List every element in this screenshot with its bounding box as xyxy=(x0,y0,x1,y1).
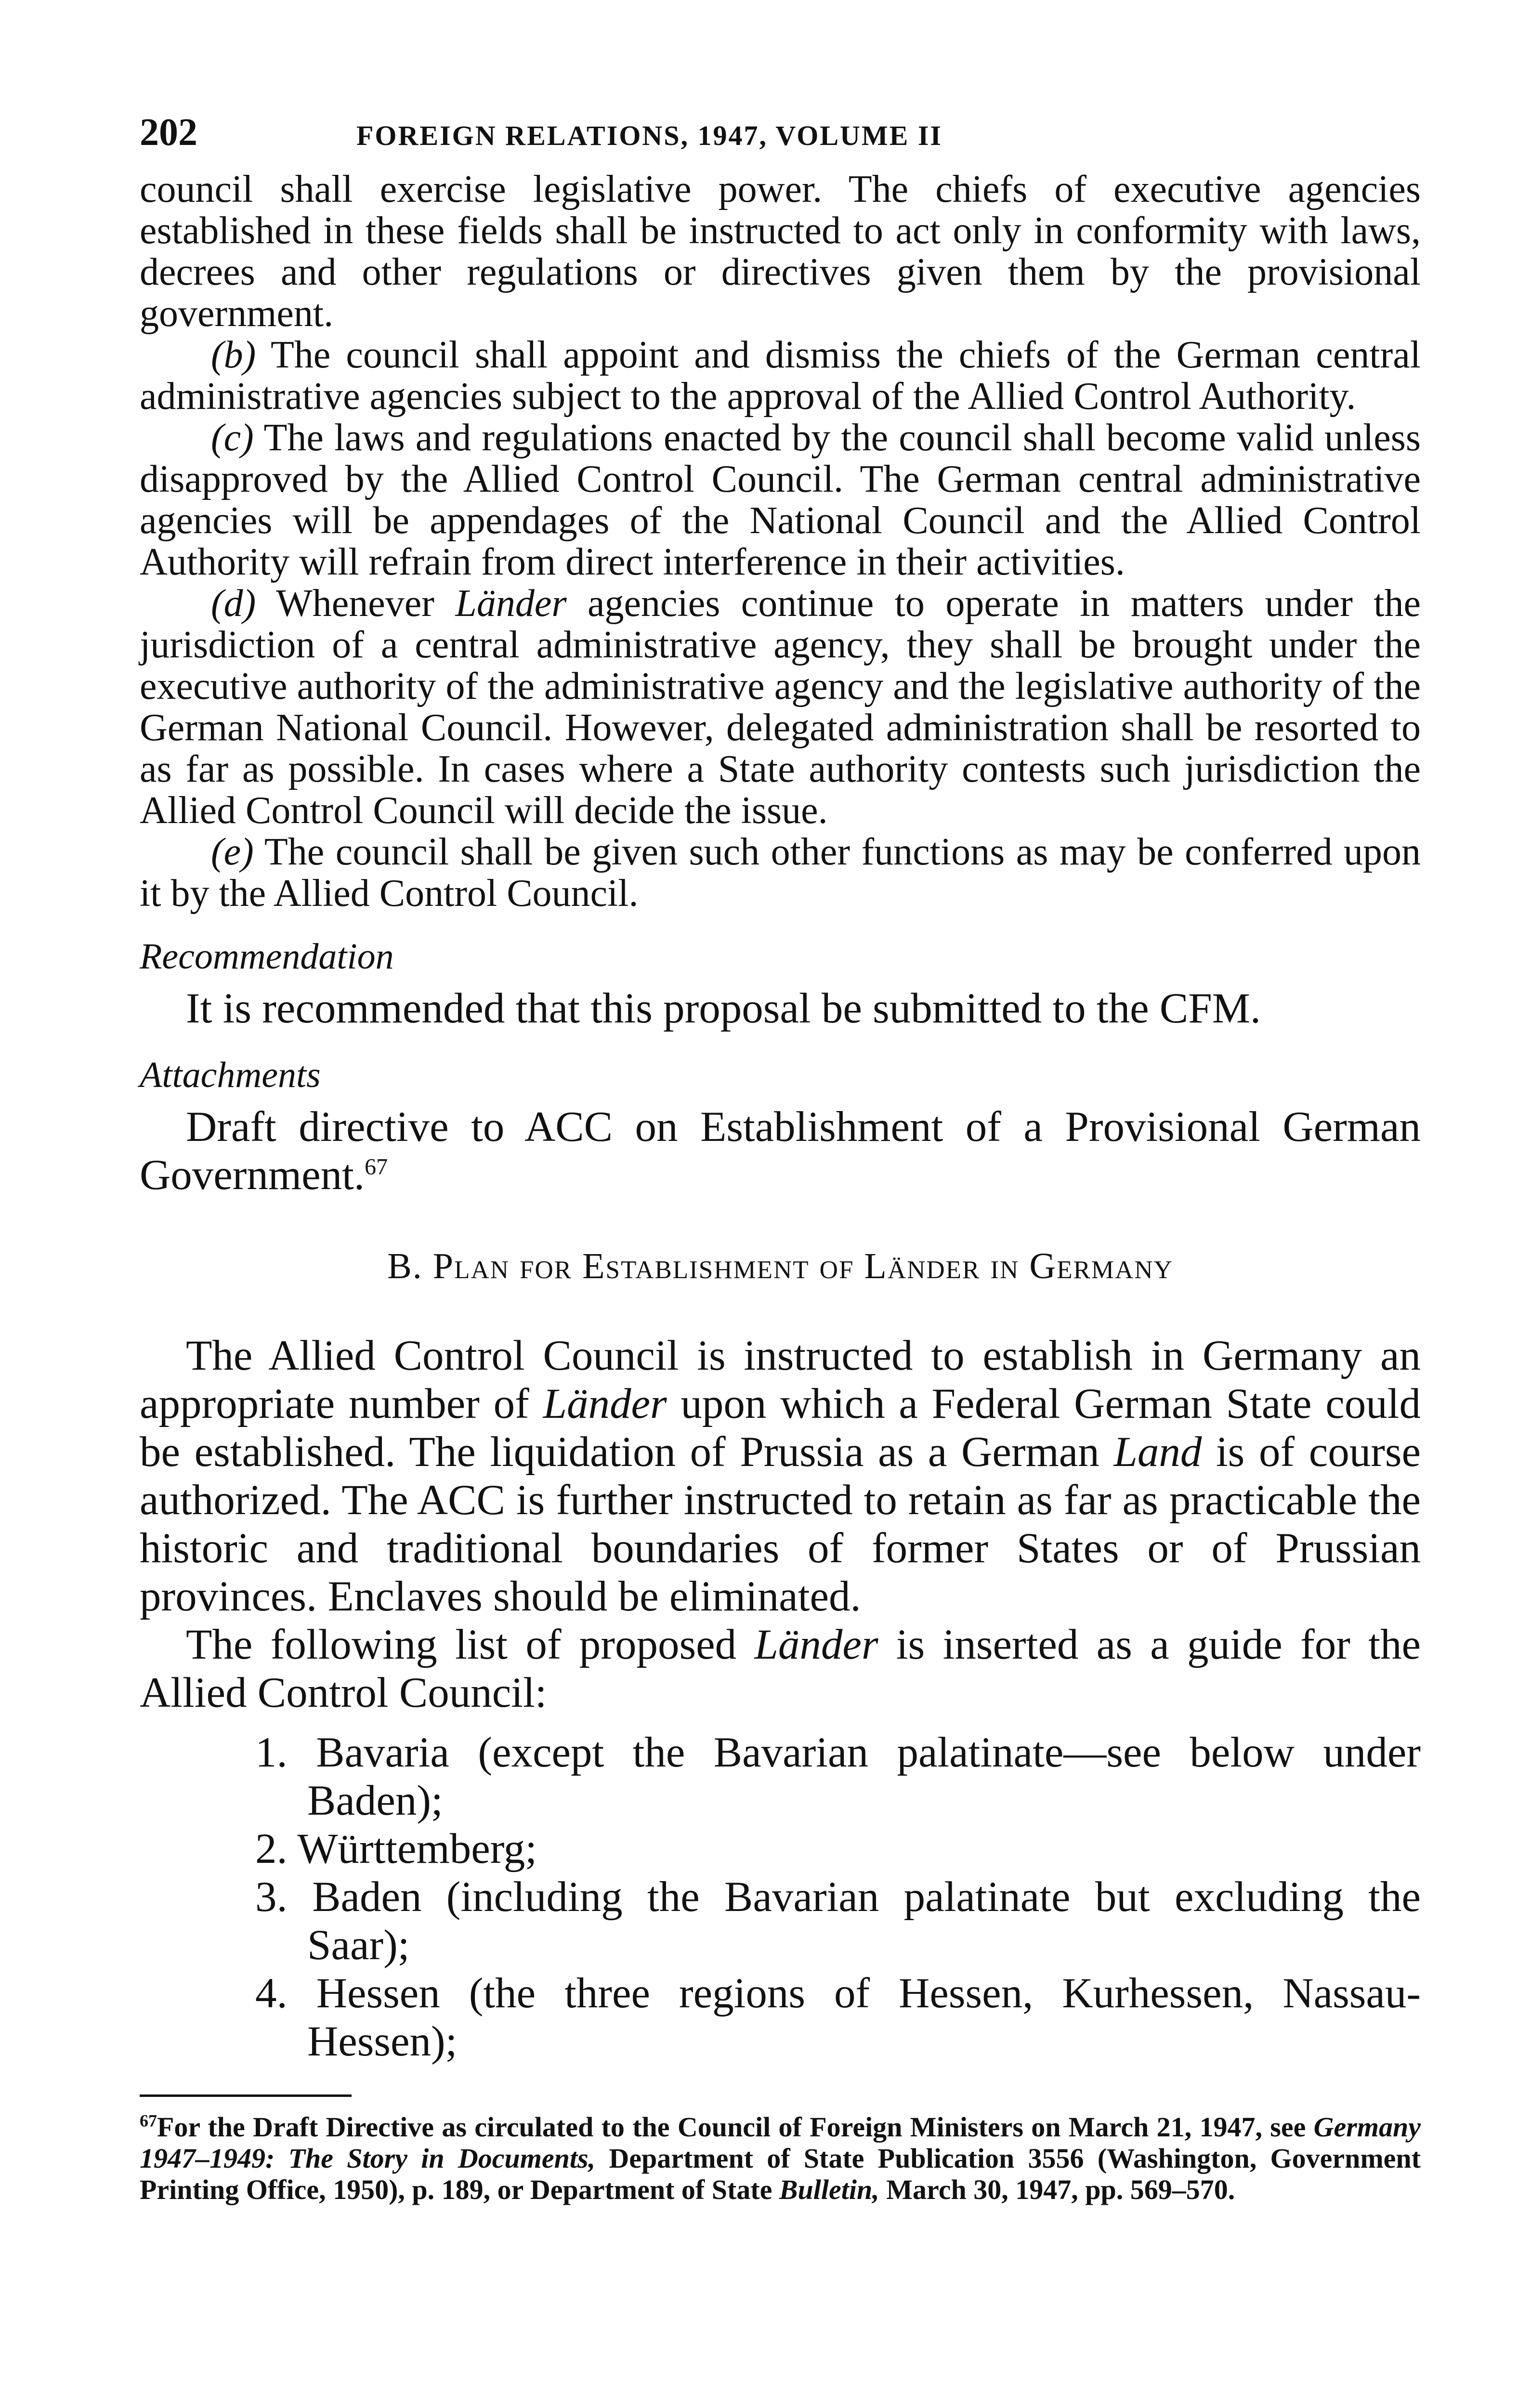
part-b-title: Plan for Establishment of Länder in Germany xyxy=(432,1246,1173,1286)
footnote-divider xyxy=(140,2094,352,2097)
paragraph-d-label: (d) xyxy=(211,582,256,625)
paragraph-b-text: The council shall appoint and dismiss the chiefs of the German central administrative agencies subject to the approval of the Allied Control Authority. xyxy=(140,334,1421,418)
paragraph-c xyxy=(140,417,1421,583)
attachments-paragraph xyxy=(140,1103,1421,1199)
attachments-section xyxy=(140,1103,1421,1199)
list-item xyxy=(100,1728,1421,1825)
part-b-p1-italic-1: Länder xyxy=(543,1380,667,1427)
directive-body xyxy=(140,169,1421,914)
list-item-text: Württemberg; xyxy=(297,1825,537,1872)
list-item-text: Bavaria (except the Bavarian palatinate—see below under Baden); xyxy=(307,1729,1421,1824)
part-b-p2-text-1: The following list of proposed xyxy=(186,1621,755,1668)
footnote-text-1: For the Draft Directive as circulated to the Council of Foreign Ministers on March 21, 1947, see xyxy=(157,2111,1314,2143)
list-item-text: Baden (including the Bavarian palatinate but excluding the Saar); xyxy=(307,1873,1421,1969)
paragraph-c-text: The laws and regulations enacted by the council shall become valid unless disapproved by the Allied Control Council. The German central administrative agencies will be appendages of the National Council and the Allied Control Authority will refrain from direct interference in their activities. xyxy=(140,417,1421,583)
lander-list-wrapper xyxy=(140,1728,1421,2066)
recommendation-text: It is recommended that this proposal be submitted to the CFM. xyxy=(186,985,1261,1032)
paragraph-e-label: (e) xyxy=(211,831,254,873)
list-item-number: 2. xyxy=(255,1825,288,1872)
paragraph-d-italic: Länder xyxy=(455,582,567,625)
footnote-reference: 67 xyxy=(365,1154,388,1180)
footnote xyxy=(140,2111,1421,2205)
recommendation-section xyxy=(140,984,1421,1033)
list-item-number: 4. xyxy=(255,1970,288,2017)
list-item-text: Hessen (the three regions of Hessen, Kurhessen, Nassau-Hessen); xyxy=(307,1970,1421,2065)
part-b-body xyxy=(140,1332,1421,1717)
part-b-paragraph-1 xyxy=(140,1332,1421,1621)
part-b-letter: B. xyxy=(387,1246,423,1286)
footnote-italic-1: Germany 1947–1949: The Story in Documents, xyxy=(140,2111,1421,2174)
page-number: 202 xyxy=(140,111,197,154)
part-b-p2-text-2: is inserted as a guide for the Allied Control Council: xyxy=(140,1621,1421,1716)
part-b-p1-text-3: is of course authorized. The ACC is further instructed to retain as far as practicable the historic and traditional boundaries of former States or of Prussian provinces. Enclaves should be eliminated. xyxy=(140,1428,1421,1620)
part-b-p1-text-2: upon which a Federal German State could be established. The liquidation of Prussia as a German xyxy=(140,1380,1421,1476)
part-b-p1-text-1: The Allied Control Council is instructed to establish in Germany an appropriate number of xyxy=(140,1332,1421,1427)
footnote-mark: 67 xyxy=(140,2111,157,2131)
continuation-paragraph: council shall exercise legislative power. The chiefs of executive agencies established in these fields shall be instructed to act only in conformity with laws, decrees and other regulations or directives given them by the provisional government. xyxy=(140,168,1421,335)
footnote-italic-2: Bulletin, xyxy=(779,2174,879,2205)
attachments-text: Draft directive to ACC on Establishment of a Provisional German Government. xyxy=(140,1103,1421,1199)
paragraph-d-pre: Whenever xyxy=(256,582,456,625)
lander-list xyxy=(207,1728,1421,2066)
paragraph-b-label: (b) xyxy=(211,334,256,376)
list-item-number: 1. xyxy=(255,1729,288,1776)
paragraph-c-label: (c) xyxy=(211,417,254,459)
part-b-p2-italic-1: Länder xyxy=(754,1621,878,1668)
part-b-heading xyxy=(140,1245,1421,1287)
footnote-text-3: March 30, 1947, pp. 569–570. xyxy=(879,2174,1235,2205)
running-head: FOREIGN RELATIONS, 1947, VOLUME II xyxy=(356,120,942,151)
paragraph-d-post: agencies continue to operate in matters under the jurisdiction of a central administrative agency, they shall be brought under the executive authority of the administrative agency and the legislative authority of the German National Council. However, delegated administration shall be resorted to as far as possible. In cases where a State authority contests such jurisdiction the Allied Control Council will decide the issue. xyxy=(140,582,1421,832)
list-item-number: 3. xyxy=(255,1873,288,1921)
paragraph-e-text: The council shall be given such other functions as may be conferred upon it by the Allied Control Council. xyxy=(140,831,1421,915)
page-header xyxy=(140,111,1421,169)
recommendation-heading: Recommendation xyxy=(140,936,394,977)
list-item xyxy=(100,1825,1421,1873)
list-item xyxy=(100,1969,1421,2066)
paragraph-d xyxy=(140,583,1421,831)
part-b-paragraph-2 xyxy=(140,1621,1421,1717)
document-page xyxy=(140,111,1421,2205)
paragraph-b xyxy=(140,334,1421,417)
list-item xyxy=(100,1873,1421,1969)
paragraph-e xyxy=(140,831,1421,914)
attachments-heading: Attachments xyxy=(140,1055,321,1095)
footnote-text-2: Department of State Publication 3556 (Washington, Government Printing Office, 1950), p. 189, or Department of State xyxy=(140,2143,1421,2205)
part-b-p1-italic-2: Land xyxy=(1113,1428,1202,1476)
